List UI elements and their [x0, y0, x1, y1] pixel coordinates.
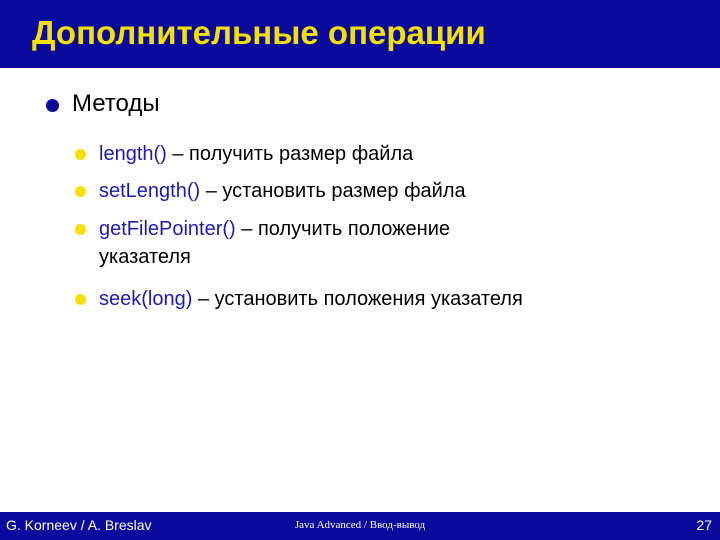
- sub-bullet-icon: [75, 224, 86, 235]
- list-item: [99, 286, 523, 312]
- footer-authors: G. Korneev / A. Breslav: [6, 517, 152, 533]
- method-description-continued: указателя: [99, 246, 191, 268]
- slide-number: 27: [696, 517, 712, 533]
- footer-course: Java Advanced / Ввод-вывод: [294, 519, 426, 531]
- method-description: – установить положения указателя: [192, 288, 523, 310]
- method-name: setLength(): [99, 180, 201, 202]
- main-bullet-text: Методы: [72, 90, 160, 117]
- slide-title: Дополнительные операции: [32, 14, 486, 51]
- method-name: length(): [99, 143, 167, 165]
- sub-bullet-icon: [75, 186, 86, 197]
- method-name: seek(long): [99, 288, 193, 310]
- list-item: [99, 216, 450, 242]
- main-bullet-icon: [46, 99, 59, 112]
- list-item: [99, 178, 466, 204]
- sub-bullet-icon: [75, 294, 86, 305]
- method-description: – получить размер файла: [166, 143, 414, 165]
- sub-bullet-icon: [75, 149, 86, 160]
- method-description: – получить положение: [235, 218, 451, 240]
- footer-bar: [0, 512, 720, 540]
- list-item: [99, 141, 413, 167]
- method-description: – установить размер файла: [200, 180, 466, 202]
- method-name: getFilePointer(): [99, 218, 236, 240]
